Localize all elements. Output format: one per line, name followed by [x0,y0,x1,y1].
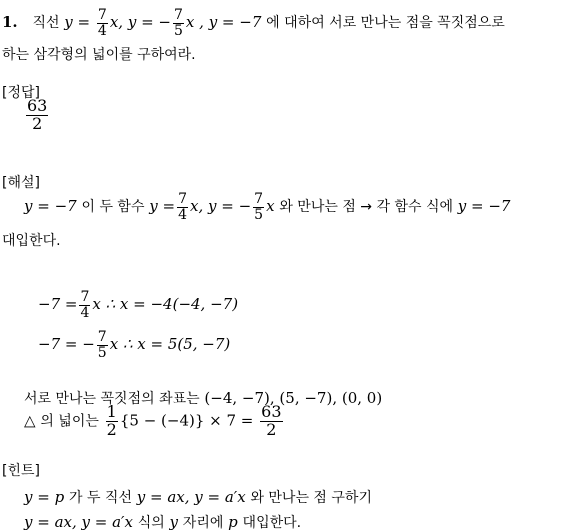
hint-text: 가 두 직선 [68,490,132,506]
answer-fraction [24,98,50,133]
explanation-equation-1 [38,290,238,320]
equation: x , [185,13,204,32]
explanation-text: 이 두 함수 [81,199,145,216]
fraction: $\frac{7}{5}$ [254,191,264,223]
answer-denominator: 2 [32,113,43,133]
fraction: $\frac{7}{4}$ [97,7,107,39]
equation: −7 = [38,295,78,314]
equation: y = −7 [457,197,511,216]
explanation-text: 서로 만나는 꼭짓점의 좌표는 [24,391,200,407]
fraction: $\frac{7}{5}$ [173,7,183,39]
fraction: $\frac{7}{4}$ [80,289,90,321]
coordinates: (−4, −7), (5, −7), (0, 0) [204,389,383,407]
hint-text: 와 만나는 점 구하기 [250,490,372,506]
triangle-symbol: △ [24,411,36,430]
answer-numerator: 63 [27,96,48,115]
equation: {5 − (−4)} × 7 = [119,411,254,430]
explanation-area [24,404,285,439]
equation: x ∴ x = 5(5, −7) [109,335,231,354]
explanation-label: [해설] [2,175,40,191]
fraction: $\frac{1}{2}$ [106,402,117,439]
explanation-line-1 [24,192,510,222]
question-text: 에 대하여 서로 만나는 점을 꼭짓점으로 [266,15,505,32]
equation: y = p [24,488,65,506]
equation: y [169,513,179,531]
equation: x ∴ x = −4(−4, −7) [92,295,239,314]
question-line-2: 하는 삼각형의 넓이를 구하여라. [2,47,196,63]
equation: y = −7 [24,197,77,216]
hint-text: 대입한다. [242,515,302,531]
explanation-line-2: 대입한다. [2,233,61,249]
equation: y = −7 [208,13,262,32]
explanation-text: 의 넓이는 [40,413,99,430]
fraction: $\frac{63}{2}$ [261,402,282,439]
equation: y = − [127,13,171,32]
equation: y = ax, y = a′x [136,488,246,506]
equation: p [228,513,238,531]
question-text: 직선 [32,15,60,32]
hint-line-1 [24,487,372,507]
question-line-1 [2,8,505,38]
hint-text: 식의 [137,515,165,531]
hint-text: 자리에 [182,515,224,531]
answer-label: [정답] [2,85,40,101]
equation: y = ax, y = a′x [24,513,133,531]
explanation-text: 와 만나는 점 → 각 함수 식에 [279,199,453,216]
equation: x, y = − [190,197,252,216]
equation: x [266,197,275,216]
question-number: 1. [2,13,18,32]
equation: y = [64,13,91,32]
equation: x, [109,13,124,32]
equation: −7 = − [38,335,95,354]
fraction: $\frac{7}{5}$ [97,329,107,361]
hint-line-2 [24,512,301,532]
hint-label: [힌트] [2,463,40,479]
explanation-equation-2 [38,330,230,360]
equation: y = [149,197,176,216]
fraction: $\frac{7}{4}$ [178,191,187,223]
